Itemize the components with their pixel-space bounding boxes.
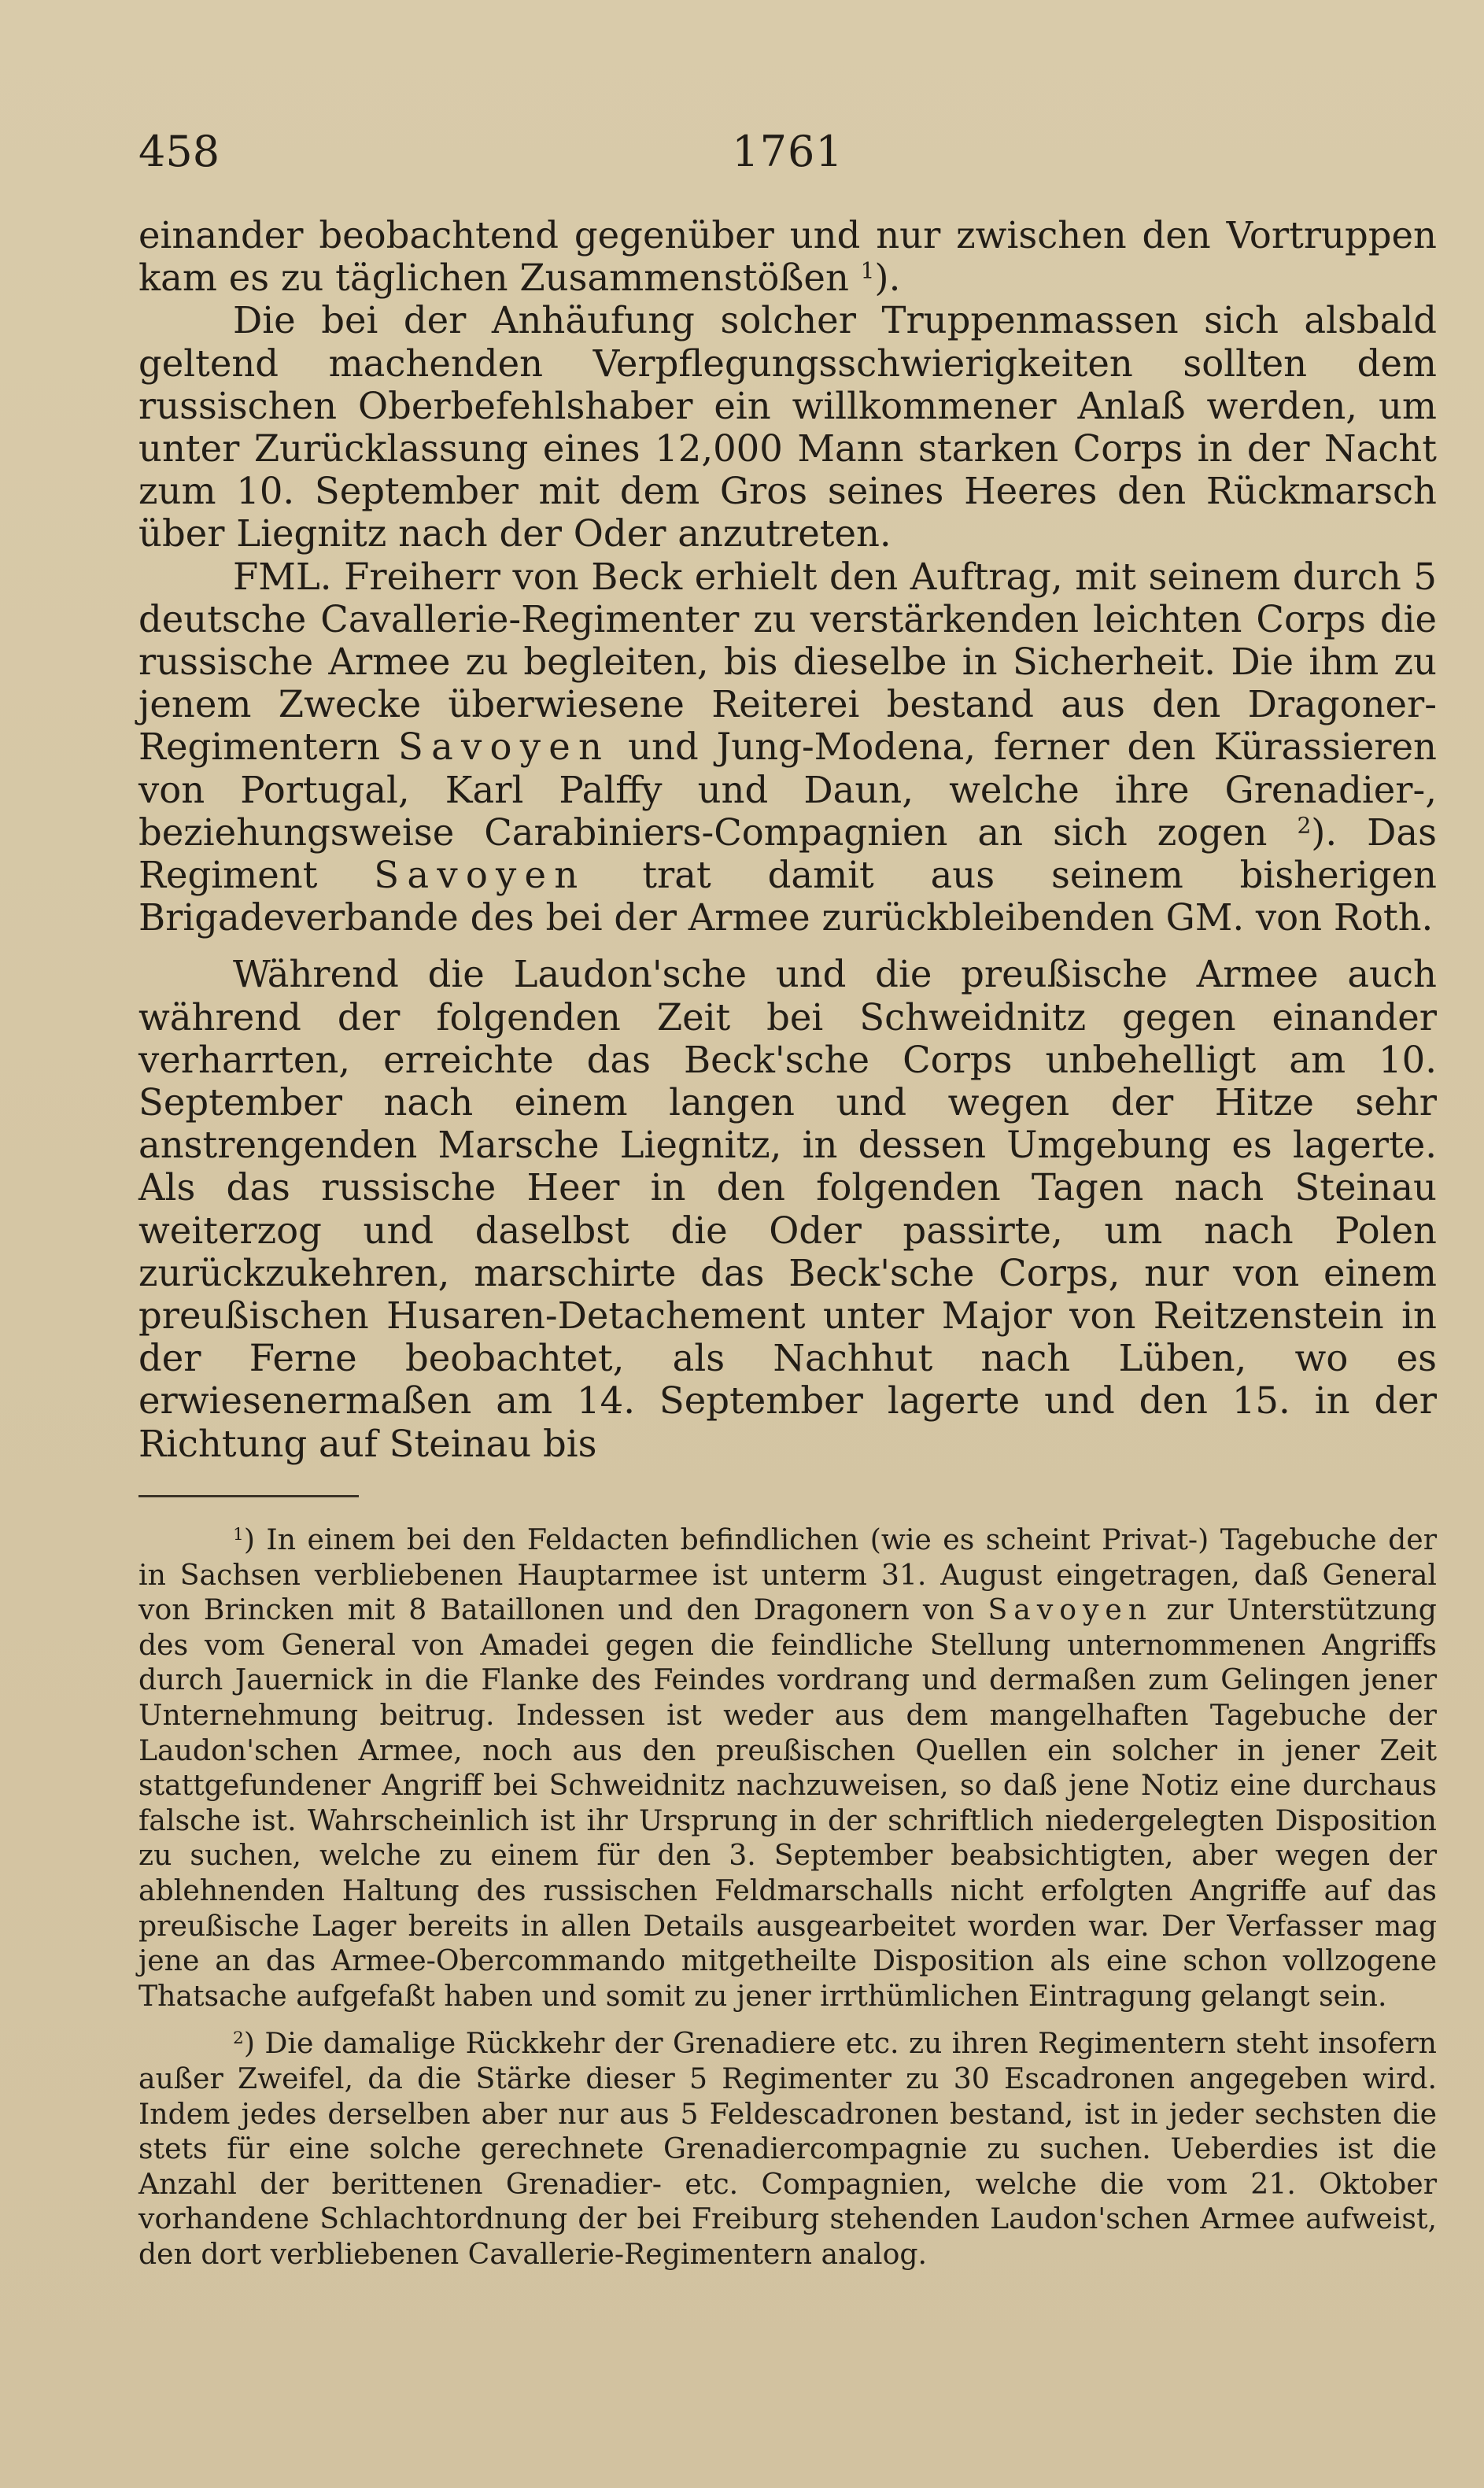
paragraph-3-text-b: und Jung-Modena, ferner den Kürassieren von Portugal, Karl Palffy und Daun, welche ihre Grenadier-, beziehungsweise Carabiniers-Compagnien an sich zogen [138, 725, 1437, 854]
page-header [138, 124, 1437, 179]
paragraph-3-text-d: trat damit aus seinem bisherigen Brigadeverbande des bei der Armee zurückbleibenden GM. von Roth. [138, 854, 1437, 939]
running-title: 1761 [732, 127, 844, 176]
footnote-ref-1: 1 [860, 257, 875, 284]
paragraph-3 [138, 556, 1437, 939]
paragraph-1 [138, 214, 1437, 299]
paragraph-1-end: ). [874, 257, 901, 300]
paragraph-1-text: einander beobachtend gegenüber und nur zwischen den Vortruppen kam es zu täglichen Zusammenstößen [138, 214, 1437, 300]
footnote-2-text: ) Die damalige Rückkehr der Grenadiere etc. zu ihren Regimentern steht insofern außer Zweifel, da die Stärke dieser 5 Regimenter zu 30 Escadronen angegeben wird. Indem jedes derselben aber nur aus 5 Feldescadronen bestand, ist in jeder sechsten die stets für eine solche gerechnete Grenadiercompagnie zu suchen. Ueberdies ist die Anzahl der berittenen Grenadier- etc. Compagnien, welche die vom 21. Oktober vorhandene Schlachtordnung der bei Freiburg stehenden Laudon'schen Armee aufweist, den dort verbliebenen Cavallerie-Regimentern analog. [138, 2026, 1437, 2271]
paragraph-2: Die bei der Anhäufung solcher Truppenmassen sich alsbald geltend machenden Verpflegungsschwierigkeiten sollten dem russischen Oberbefehlshaber ein willkommener Anlaß werden, um unter Zurücklassung eines 12,000 Mann starken Corps in der Nacht zum 10. September mit dem Gros seines Heeres den Rückmarsch über Liegnitz nach der Oder anzutreten. [138, 299, 1437, 556]
footnotes [138, 1523, 1437, 2272]
paragraph-4: Während die Laudon'sche und die preußische Armee auch während der folgenden Zeit bei Schweidnitz gegen einander verharrten, erreichte das Beck'sche Corps unbehelligt am 10. September nach einem langen und wegen der Hitze sehr anstrengenden Marsche Liegnitz, in dessen Umgebung es lagerte. Als das russische Heer in den folgenden Tagen nach Steinau weiterzog und daselbst die Oder passirte, um nach Polen zurückzukehren, marschirte das Beck'sche Corps, nur von einem preußischen Husaren-Detachement unter Major von Reitzenstein in der Ferne beobachtet, als Nachhut nach Lüben, wo es erwiesenermaßen am 14. September lagerte und den 15. in der Richtung auf Steinau bis [138, 953, 1437, 1465]
page-number: 458 [138, 127, 220, 176]
footnote-1-text-a: ) In einem bei den Feldacten befindlichen (wie es scheint Privat-) Tagebuche der in Sachsen verbliebenen Hauptarmee ist unterm 31. August eingetragen, daß General von Brincken mit 8 Bataillonen und den Dragonern von [138, 1523, 1437, 1627]
paragraph-3-text-c: ). Das Regiment [138, 810, 1438, 897]
footnote-1-savoyen: Savoyen [987, 1593, 1154, 1627]
footnote-1 [138, 1523, 1437, 2014]
main-text [138, 214, 1437, 1465]
paragraph-3-text-a: FML. Freiherr von Beck erhielt den Auftrag, mit seinem durch 5 deutsche Cavallerie-Regimenter zu verstärkenden leichten Corps die russische Armee zu begleiten, bis dieselbe in Sicherheit. Die ihm zu jenem Zwecke überwiesene Reiterei bestand aus den Dragoner-Regimentern [138, 555, 1437, 769]
footnote-2-marker: 2 [233, 2028, 244, 2049]
footnote-1-marker: 1 [233, 1525, 244, 1545]
savoyen-emphasis: Savoyen [398, 725, 611, 769]
footnote-divider [138, 1495, 359, 1497]
savoyen-emphasis-2: Savoyen [374, 854, 586, 897]
footnote-2 [138, 2026, 1437, 2272]
footnote-ref-2: 2 [1297, 812, 1312, 839]
footnote-1-text-b: zur Unterstützung des vom General von Amadei gegen die feindliche Stellung unternommenen Angriffs durch Jauernick in die Flanke des Feindes vordrang und dermaßen zum Gelingen jener Unternehmung beitrug. Indessen ist weder aus dem mangelhaften Tagebuche der Laudon'schen Armee, noch aus den preußischen Quellen ein solcher in jener Zeit stattgefundener Angriff bei Schweidnitz nachzuweisen, so daß jene Notiz eine durchaus falsche ist. Wahrscheinlich ist ihr Ursprung in der schriftlich niedergelegten Disposition zu suchen, welche zu einem für den 3. September beabsichtigten, aber wegen der ablehnenden Haltung des russischen Feldmarschalls nicht erfolgten Angriffe auf das preußische Lager bereits in allen Details ausgearbeitet worden war. Der Verfasser mag jene an das Armee-Obercommando mitgetheilte Disposition als eine schon vollzogene Thatsache aufgefaßt haben und somit zu jener irrthümlichen Eintragung gelangt sein. [138, 1593, 1437, 2013]
